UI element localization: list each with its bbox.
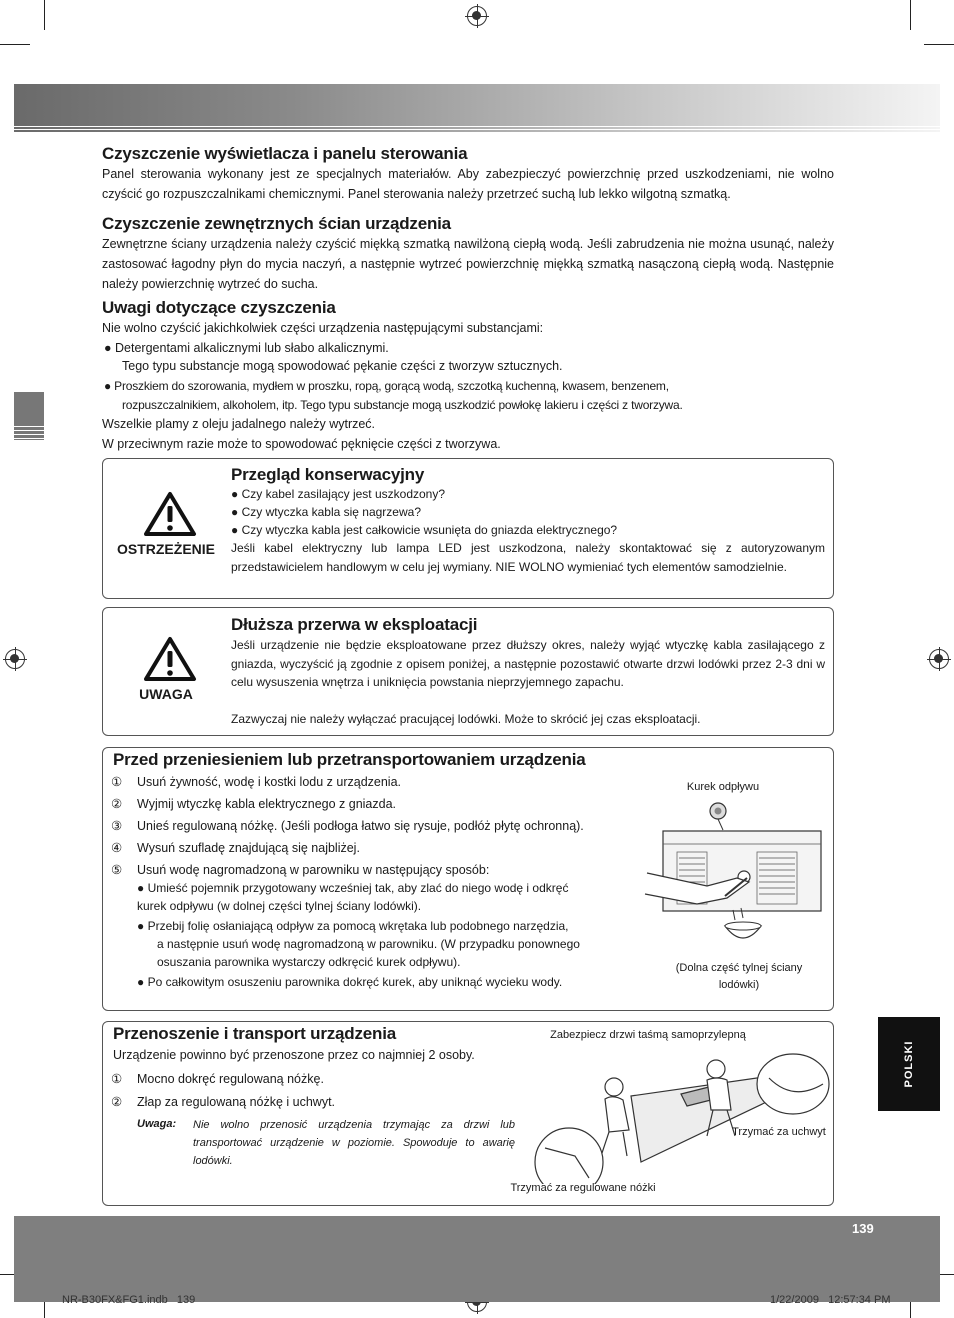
maintenance-question: ● Czy wtyczka kabla jest całkowicie wsunięta do gniazda elektrycznego? xyxy=(231,523,618,537)
cleaning-notes-bullet: ● Proszkiem do szorowania, mydłem w proszku, ropą, gorącą wodą, szczotką kuchenną, kwasem, benzenem, xyxy=(104,379,669,393)
figure-label-drain-valve: Kurek odpływu xyxy=(686,781,760,793)
caution-triangle-icon xyxy=(143,636,197,682)
transport-box xyxy=(102,1021,834,1206)
sub-step: a następnie usuń wodę nagromadzoną w parowniku. (W przypadku ponownego xyxy=(157,937,580,951)
long-break-note: Zazwyczaj nie należy wyłączać pracującej lodówki. Może to skrócić jej czas eksploatacji. xyxy=(231,712,701,726)
list-item: ① Usuń żywność, wodę i kostki lodu z urządzenia. xyxy=(111,775,402,789)
box-title-maintenance: Przegląd konserwacyjny xyxy=(231,465,425,484)
list-item: ② Złap za regulowaną nóżkę i uchwyt. xyxy=(111,1095,336,1109)
long-break-body: Jeśli urządzenie nie będzie eksploatowane przez dłuższy okres, należy wyjąć wtyczkę kabla zasilającego z gniazda, wyczyścić ją zgodnie z opisem poniżej, a następnie pozostawić otwarte drzwi lodówki przez 2-3 dni w celu wysuszenia wnętrza i uniknięcia powstania nieprzyjemnego zapachu. xyxy=(231,638,825,689)
registration-mark-icon xyxy=(467,6,487,26)
figure-label-feet: Trzymać za regulowane nóżki xyxy=(510,1182,656,1194)
drain-valve-illustration xyxy=(637,800,822,950)
sub-step: ● Po całkowitym osuszeniu parownika dokręć kurek, aby uniknąć wycieku wody. xyxy=(137,975,563,989)
sub-step: ● Przebij folię osłaniającą odpływ za pomocą wkrętaka lub podobnego narzędzia, xyxy=(137,919,569,933)
sub-step: ● Umieść pojemnik przygotowany wcześniej tak, aby zlać do niego wodę i odkręć xyxy=(137,881,569,895)
figure-label-tape: Zabezpiecz drzwi taśmą samoprzylepną xyxy=(550,1029,746,1041)
maintenance-body: Jeśli kabel elektryczny lub lampa LED jest uszkodzona, należy skontaktować się z autoryzowanym przedstawicielem handlowym w celu jej wymiany. NIE WOLNO wymieniać tych elementów samodzielnie. xyxy=(231,541,825,574)
section-body-exterior-cleaning: Zewnętrzne ściany urządzenia należy czyścić miękką szmatką nawilżoną ciepłą wodą. Jeśli zabrudzenia nie można usunąć, należy zastosować łagodny płyn do mycia naczyń, a następnie wytrzeć powierzchnię miękką szmatką nasączoną ciepłą wodą. Następnie należy powierzchnię wytrzeć do sucha. xyxy=(102,237,834,291)
cleaning-notes-bullet: ● Detergentami alkalicznymi lub słabo alkalicznymi. xyxy=(104,341,389,355)
figure-label-back-wall: (Dolna część tylnej ściany lodówki) xyxy=(675,962,803,991)
maintenance-warning-box xyxy=(102,458,834,599)
footer-date: 1/22/2009 12:57:34 PM xyxy=(770,1294,891,1306)
list-item: ⑤ Usuń wodę nagromadzoną w parowniku w następujący sposób: xyxy=(111,863,490,877)
warning-triangle-icon xyxy=(143,491,197,537)
box-title-before-moving: Przed przeniesieniem lub przetransportowaniem urządzenia xyxy=(113,750,586,769)
transport-intro: Urządzenie powinno być przenoszone przez co najmniej 2 osoby. xyxy=(113,1048,475,1062)
cleaning-notes-intro: Nie wolno czyścić jakichkolwiek części urządzenia następującymi substancjami: xyxy=(102,321,544,335)
section-title-display-cleaning: Czyszczenie wyświetlacza i panelu sterowania xyxy=(102,144,468,163)
list-item: ④ Wysuń szufladę znajdującą się najbliżej. xyxy=(111,841,360,855)
figure-label-handle: Trzymać za uchwyt xyxy=(732,1126,826,1138)
transport-note-label: Uwaga: xyxy=(137,1118,177,1130)
transport-note: Nie wolno przenosić urządzenia trzymając za drzwi lub transportować urządzenie w poziomie. Spowoduje to awarię lodówki. xyxy=(193,1119,515,1167)
registration-mark-icon xyxy=(5,649,25,669)
crop-mark xyxy=(44,0,45,30)
cleaning-notes-oil: Wszelkie plamy z oleju jadalnego należy wytrzeć. xyxy=(102,417,376,431)
transport-illustration xyxy=(531,1044,831,1184)
caution-label: UWAGA xyxy=(139,686,193,702)
crop-mark xyxy=(924,44,954,45)
crop-mark xyxy=(0,44,30,45)
crop-mark xyxy=(910,0,911,30)
side-marker xyxy=(14,392,44,440)
page-number: 139 xyxy=(852,1221,874,1236)
warning-label: OSTRZEŻENIE xyxy=(116,541,215,557)
list-item: ③ Unieś regulowaną nóżkę. (Jeśli podłoga łatwo się rysuje, podłóż płytę ochronną). xyxy=(111,819,584,833)
box-title-long-break: Dłuższa przerwa w eksploatacji xyxy=(231,615,478,634)
registration-mark-icon xyxy=(929,649,949,669)
header-bar xyxy=(14,84,940,132)
list-item: ① Mocno dokręć regulowaną nóżkę. xyxy=(111,1072,324,1086)
footer-file-info: NR-B30FX&FG1.indb 139 xyxy=(62,1294,196,1306)
section-body-display-cleaning: Panel sterowania wykonany jest ze specjalnych materiałów. Aby zabezpieczyć powierzchnię przed uszkodzeniami, nie wolno czyścić go rozpuszczalnikami chemicznymi. Panel sterowania należy przetrzeć suchą lub lekko wilgotną szmatką. xyxy=(102,167,834,201)
long-break-caution-box xyxy=(102,607,834,736)
cleaning-notes-bullet-cont: rozpuszczalnikiem, alkoholem, itp. Tego typu substancje mogą uszkodzić powłokę lakieru i części z tworzywa. xyxy=(122,398,683,412)
cleaning-notes-warning: W przeciwnym razie może to spowodować pęknięcie części z tworzywa. xyxy=(102,437,501,451)
before-moving-box xyxy=(102,747,834,1011)
cleaning-notes-bullet-note: Tego typu substancje mogą spowodować pękanie części z tworzyw sztucznych. xyxy=(122,359,563,373)
maintenance-question: ● Czy wtyczka kabla się nagrzewa? xyxy=(231,505,421,519)
section-title-cleaning-notes: Uwagi dotyczące czyszczenia xyxy=(102,298,336,317)
sub-step: osuszania parownika wystarczy odkręcić kurek odpływu). xyxy=(157,955,461,969)
maintenance-question: ● Czy kabel zasilający jest uszkodzony? xyxy=(231,487,446,501)
language-tab: POLSKI xyxy=(878,1017,940,1111)
sub-step: kurek odpływu (w dolnej części tylnej ściany lodówki). xyxy=(137,899,422,913)
list-item: ② Wyjmij wtyczkę kabla elektrycznego z gniazda. xyxy=(111,797,397,811)
footer-bar xyxy=(14,1216,940,1302)
box-title-transport: Przenoszenie i transport urządzenia xyxy=(113,1024,397,1043)
section-title-exterior-cleaning: Czyszczenie zewnętrznych ścian urządzenia xyxy=(102,214,451,233)
